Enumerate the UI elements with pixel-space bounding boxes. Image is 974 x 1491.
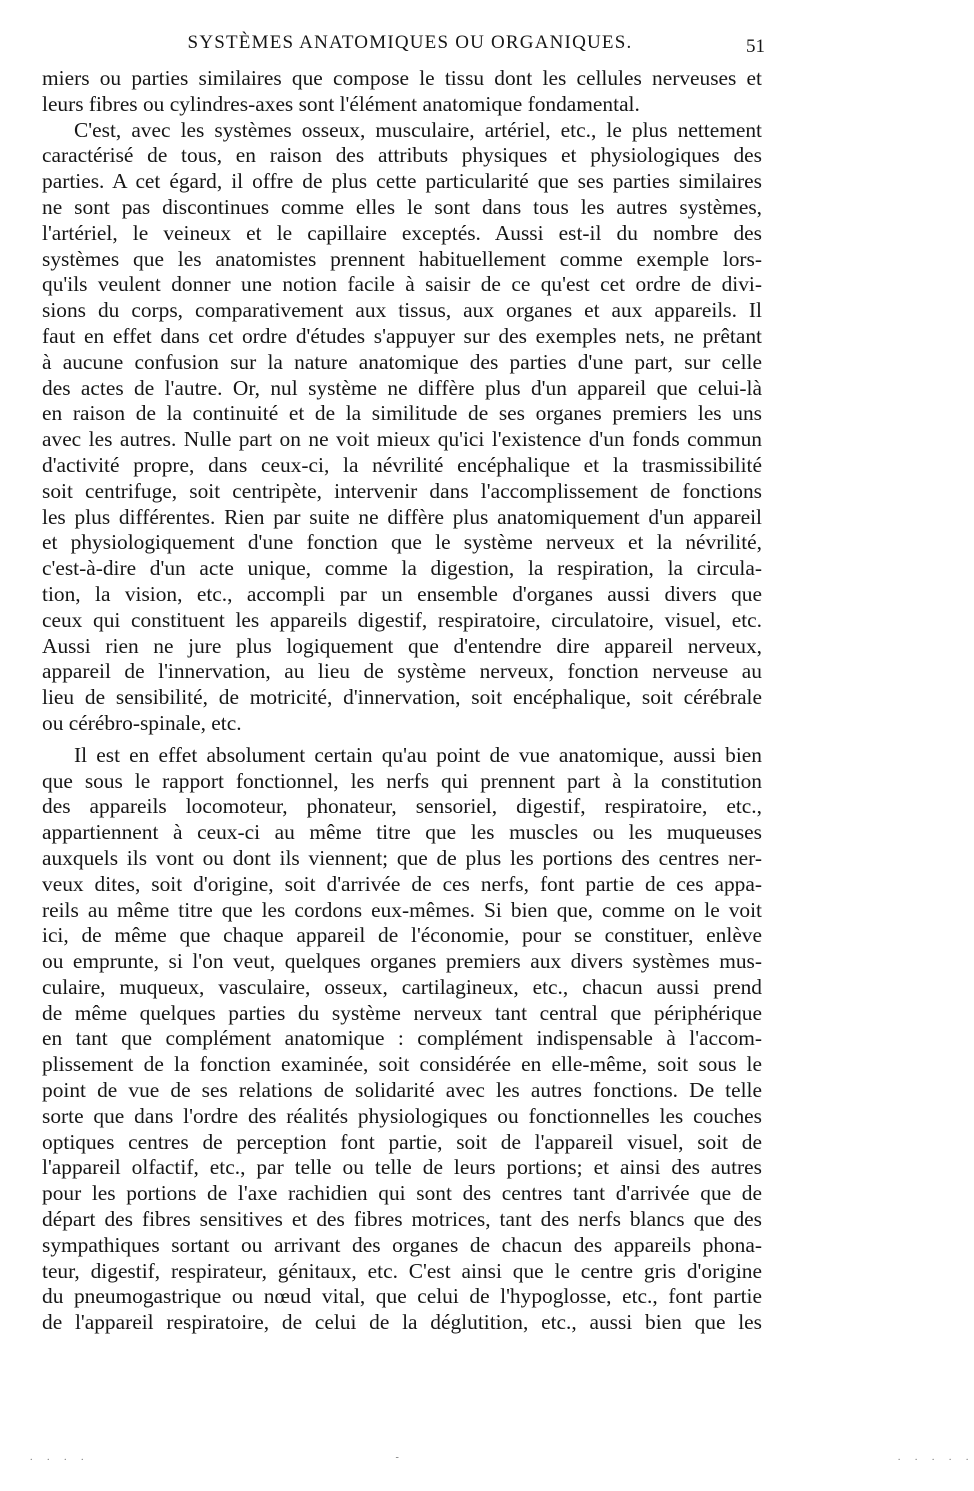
text-line: tion, la vision, etc., accompli par un ensemble d'organes aussi divers que: [42, 581, 762, 606]
text-line: d'activité propre, dans ceux-ci, la névrilité encéphalique et la trasmissibilité: [42, 452, 762, 477]
text-line: sympathiques sortant ou arrivant des organes de chacun des appareils phona-: [42, 1232, 762, 1257]
text-line: de même quelques parties du système nerveux tant central que périphérique: [42, 1000, 762, 1025]
text-line: Aussi rien ne jure plus logiquement que d'entendre dire appareil nerveux,: [42, 633, 762, 658]
paragraph-2: [42, 118, 762, 737]
text-line: que sous le rapport fonctionnel, les nerfs qui prennent part à la constitution: [42, 768, 762, 793]
text-line: teur, digestif, respirateur, génitaux, etc. C'est ainsi que le centre gris d'origine: [42, 1258, 762, 1283]
body-text: [42, 66, 762, 1336]
text-line: l'artériel, le veineux et le capillaire exceptés. Aussi est-il du nombre des: [42, 220, 762, 245]
text-line: Il est en effet absolument certain qu'au point de vue anatomique, aussi bien: [74, 742, 762, 767]
text-line: culaire, muqueux, vasculaire, osseux, cartilagineux, etc., chacun aussi prend: [42, 974, 762, 999]
text-line: ou emprunte, si l'on veut, quelques organes premiers aux divers systèmes mus-: [42, 949, 762, 974]
text-line: c'est-à-dire d'un acte unique, comme la digestion, la respiration, la circula-: [42, 556, 762, 581]
text-line: en tant que complément anatomique : complément indispensable à l'accom-: [42, 1026, 762, 1051]
text-line: appartiennent à ceux-ci au même titre que les muscles ou les muqueuses: [42, 820, 762, 845]
text-line: auxquels ils vont ou dont ils viennent; que de plus les portions des centres ner-: [42, 845, 762, 870]
text-line: avec les autres. Nulle part on ne voit mieux qu'ici l'existence d'un fonds commun: [42, 427, 762, 452]
text-line: C'est, avec les systèmes osseux, musculaire, artériel, etc., le plus nettement: [74, 117, 762, 142]
text-line: départ des fibres sensitives et des fibres motrices, tant des nerfs blancs que des: [42, 1207, 762, 1232]
running-head-title: SYSTÈMES ANATOMIQUES OU ORGANIQUES.: [187, 32, 633, 53]
text-line: point de vue de ses relations de solidarité avec les autres fonctions. De telle: [42, 1078, 762, 1103]
text-line: ici, de même que chaque appareil de l'économie, pour se constituer, enlève: [42, 923, 762, 948]
text-line: leurs fibres ou cylindres-axes sont l'élément anatomique fondamental.: [42, 91, 640, 116]
text-line: soit centrifuge, soit centripète, intervenir dans l'accomplissement de fonctions: [42, 478, 762, 503]
text-line: veux dites, soit d'origine, soit d'arrivée de ces nerfs, font partie de ces appa-: [42, 871, 762, 896]
paragraph-3: [42, 743, 762, 1336]
page-number: 51: [746, 36, 765, 57]
text-line: ceux qui constituent les appareils digestif, respiratoire, circulatoire, visuel, etc.: [42, 607, 762, 632]
text-line: lieu de sensibilité, de motricité, d'innervation, soit encéphalique, soit cérébrale: [42, 685, 762, 710]
text-line: et physiologiquement d'une fonction que le système nerveux et la névrilité,: [42, 530, 762, 555]
scan-artifact-marks: . . . . - . . . . .: [30, 1452, 974, 1463]
running-head: [55, 28, 765, 58]
text-line: systèmes que les anatomistes prennent habituellement comme exemple lors-: [42, 246, 762, 271]
text-line: reils au même titre que les cordons eux-mêmes. Si bien que, comme on le voit: [42, 897, 762, 922]
text-line: l'appareil olfactif, etc., par telle ou telle de leurs portions; et ainsi des autres: [42, 1155, 762, 1180]
text-line: ou cérébro-spinale, etc.: [42, 710, 242, 735]
text-line: les plus différentes. Rien par suite ne diffère plus anatomiquement d'un appareil: [42, 504, 762, 529]
text-line: en raison de la continuité et de la similitude de ses organes premiers les uns: [42, 401, 762, 426]
text-line: de l'appareil respiratoire, de celui de la déglutition, etc., aussi bien que les: [42, 1310, 762, 1335]
text-line: appareil de l'innervation, au lieu de système nerveux, fonction nerveuse au: [42, 659, 762, 684]
text-line: des appareils locomoteur, phonateur, sensoriel, digestif, respiratoire, etc.,: [42, 794, 762, 819]
text-line: caractérisé de tous, en raison des attributs physiques et physiologiques des: [42, 143, 762, 168]
text-line: ne sont pas discontinues comme elles le sont dans tous les autres systèmes,: [42, 194, 762, 219]
text-line: miers ou parties similaires que compose le tissu dont les cellules nerveuses et: [42, 66, 762, 90]
text-line: sions du corps, comparativement aux tissus, aux organes et aux appareils. Il: [42, 298, 762, 323]
text-line: plissement de la fonction examinée, soit considérée en elle-même, soit sous le: [42, 1052, 762, 1077]
text-line: parties. A cet égard, il offre de plus cette particularité que ses parties similaires: [42, 169, 762, 194]
text-line: sorte que dans l'ordre des réalités physiologiques ou fonctionnelles les couches: [42, 1103, 762, 1128]
text-line: qu'ils veulent donner une notion facile à saisir de ce qu'est cet ordre de divi-: [42, 272, 762, 297]
text-line: optiques centres de perception font partie, soit de l'appareil visuel, soit de: [42, 1129, 762, 1154]
text-line: à aucune confusion sur la nature anatomique des parties d'une part, sur celle: [42, 349, 762, 374]
text-line: du pneumogastrique ou nœud vital, que celui de l'hypoglosse, etc., font partie: [42, 1284, 762, 1309]
paragraph-1: [42, 66, 762, 118]
text-line: des actes de l'autre. Or, nul système ne diffère plus d'un appareil que celui-là: [42, 375, 762, 400]
text-line: pour les portions de l'axe rachidien qui sont des centres tant d'arrivée que de: [42, 1181, 762, 1206]
text-line: faut en effet dans cet ordre d'études s'appuyer sur des exemples nets, ne prêtant: [42, 323, 762, 348]
